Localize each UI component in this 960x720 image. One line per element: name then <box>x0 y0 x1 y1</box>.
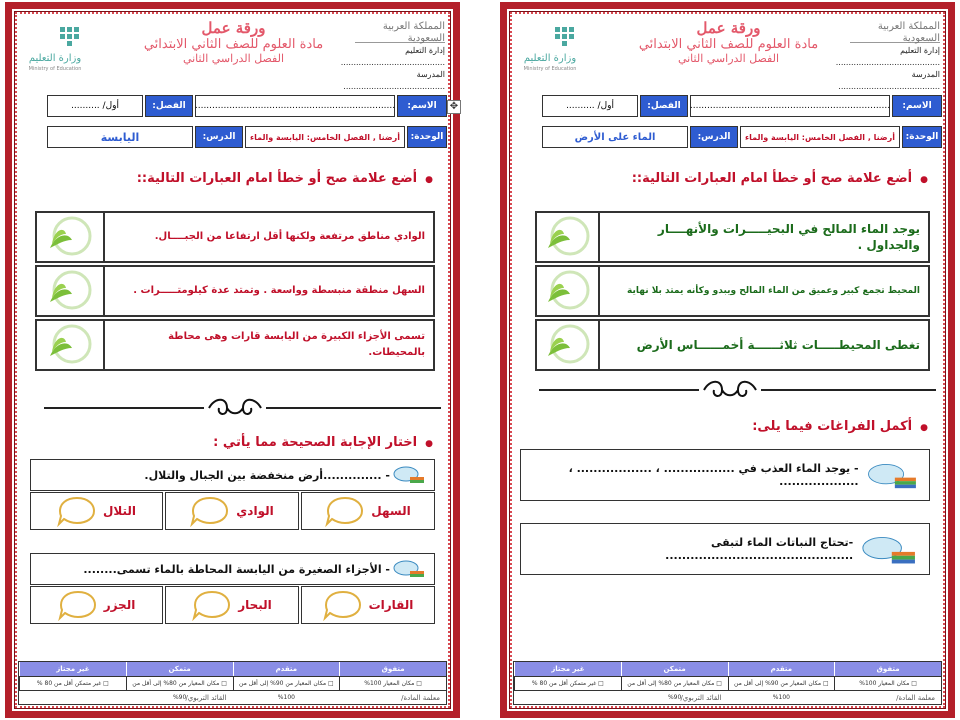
speech-bubble-icon <box>58 589 98 621</box>
section-divider <box>266 407 441 409</box>
question-box <box>30 459 435 491</box>
grid-checkbox[interactable]: □ مكان المعيار 100% <box>834 677 941 690</box>
term-line: الفصل الدراسي الثاني <box>182 52 285 65</box>
tf-row <box>35 265 435 317</box>
name-label: الاسم: <box>892 95 942 117</box>
tf-statement: المحيط تجمع كبير وعميق من الماء المالح ويبدو وكأنه يمتد بلا نهاية <box>599 266 929 316</box>
scroll-ornament-icon <box>205 395 265 421</box>
kingdom-logo: المملكة العربية السعودية إدارة التعليم ......................................... المدرسة ........................................ <box>835 21 940 91</box>
tf-statement: السهل منطقة منبسطة وواسعة . وتمتد عدة كيلومتـــــرات . <box>104 266 434 316</box>
tf-row <box>535 211 930 263</box>
unit-field: أرضنا , الفصل الخامس: اليابسة والماء <box>740 126 900 148</box>
unit-field: أرضنا , الفصل الخامس: اليابسة والماء <box>245 126 405 148</box>
tf-statement: تغطى المحيطـــــات ثلاثــــــة أخمــــــاس الأرض <box>599 320 929 370</box>
answer-leaf-icon[interactable] <box>536 212 599 262</box>
fill-heading: ● أكمل الفراغات فيما يلى: <box>752 419 928 434</box>
svg-text:Ministry of Education: Ministry of Education <box>28 66 82 72</box>
question-text: - الأجزاء الصغيرة من اليابسة المحاطة بالماء تسمى........ <box>83 562 390 576</box>
grid-checkbox[interactable]: □ مكان المعيار من 90% إلى أقل من 100% <box>233 677 340 690</box>
move-handle-icon[interactable]: ✥ <box>447 100 461 114</box>
speech-bubble-icon <box>192 589 232 621</box>
kingdom-logo: المملكة العربية السعودية إدارة التعليم ......................................... المدرسة ........................................ <box>340 21 445 91</box>
section-divider <box>539 389 699 391</box>
lesson-label: الدرس: <box>195 126 243 148</box>
fill-text: - يوجد الماء العذب في ................. ، .................. ، ................... <box>568 462 859 488</box>
tf-statement: تسمى الأجزاء الكبيرة من اليابسة قارات وهى محاطة بالمحيطات. <box>104 320 434 370</box>
tf-row <box>535 265 930 317</box>
ministry-logo <box>20 23 90 73</box>
tf-heading: ● أضع علامة صح أو خطأ امام العبارات التالية:: <box>632 171 928 186</box>
tf-statement: يوجد الماء المالح في البحيـــــرات والأنهــــار والجداول . <box>599 212 929 262</box>
worksheet-header <box>18 15 447 95</box>
grid-checkbox[interactable]: □ مكان المعيار من 80% إلى أقل من 90% <box>621 677 728 690</box>
grid-checkbox[interactable]: □ غير متمكن أقل من 80 % <box>514 677 621 690</box>
subject-line: مادة العلوم للصف الثاني الابتدائي <box>143 37 324 52</box>
speech-bubble-icon <box>57 495 97 527</box>
worksheet-title-block <box>633 19 824 65</box>
worksheet-right <box>500 2 955 718</box>
term-line: الفصل الدراسي الثاني <box>677 52 780 65</box>
worksheet-title-block <box>138 19 329 65</box>
grid-checkbox[interactable]: □ غير متمكن أقل من 80 % <box>19 677 126 690</box>
cloud-book-icon <box>859 532 919 566</box>
svg-text:Ministry of Education: Ministry of Education <box>523 66 577 72</box>
ministry-logo <box>515 23 585 73</box>
cloud-book-icon <box>390 559 426 579</box>
fill-text: -تحتاج النباتات الماء لتبقى ............................................. <box>665 536 854 562</box>
option-button[interactable]: البحار <box>165 586 299 624</box>
tf-row <box>35 319 435 371</box>
speech-bubble-icon <box>190 495 230 527</box>
evaluation-grid: متفوق متقدم متمكن غير مجتاز □ مكان المعيار 100% □ مكان المعيار من 90% إلى أقل من 100% □ مكان المعيار من 80% إلى أقل من 90% □ غير متمكن أقل من 80 % معلمة المادة/ القائد التربوي/ <box>513 661 942 705</box>
mc-heading: ● اختار الإجابة الصحيحة مما يأتي : <box>213 435 433 450</box>
speech-bubble-icon <box>323 589 363 621</box>
class-label: الفصل: <box>640 95 688 117</box>
worksheet-title: ورقة عمل <box>201 19 266 37</box>
section-divider <box>761 389 936 391</box>
evaluation-grid: متفوق متقدم متمكن غير مجتاز □ مكان المعيار 100% □ مكان المعيار من 90% إلى أقل من 100% □ مكان المعيار من 80% إلى أقل من 90% □ غير متمكن أقل من 80 % معلمة المادة/ القائد التربوي/ <box>18 661 447 705</box>
option-button[interactable]: الوادي <box>165 492 299 530</box>
answer-leaf-icon[interactable] <box>536 266 599 316</box>
grid-checkbox[interactable]: □ مكان المعيار من 80% إلى أقل من 90% <box>126 677 233 690</box>
answer-leaf-icon[interactable] <box>536 320 599 370</box>
answer-leaf-icon[interactable] <box>36 212 104 262</box>
worksheet-left <box>5 2 460 718</box>
section-divider <box>44 407 204 409</box>
lesson-field: الماء على الأرض <box>542 126 688 148</box>
grid-checkbox[interactable]: □ مكان المعيار من 90% إلى أقل من 100% <box>728 677 835 690</box>
question-prefix: - .............. <box>323 468 390 482</box>
option-button[interactable]: السهل <box>301 492 435 530</box>
svg-text:وزارة التعليم: وزارة التعليم <box>523 53 577 64</box>
unit-label: الوحدة: <box>407 126 447 148</box>
question-box <box>30 553 435 585</box>
name-label: الاسم: <box>397 95 447 117</box>
cloud-book-icon <box>865 458 919 492</box>
lesson-field: اليابسة <box>47 126 193 148</box>
name-field[interactable]: ...................................................................... <box>195 95 395 117</box>
svg-text:وزارة التعليم: وزارة التعليم <box>28 53 82 64</box>
option-button[interactable]: القارات <box>301 586 435 624</box>
tf-row <box>535 319 930 371</box>
subject-line: مادة العلوم للصف الثاني الابتدائي <box>638 37 819 52</box>
worksheet-title: ورقة عمل <box>696 19 761 37</box>
tf-row <box>35 211 435 263</box>
option-button[interactable]: الجزر <box>30 586 163 624</box>
speech-bubble-icon <box>325 495 365 527</box>
grid-checkbox[interactable]: □ مكان المعيار 100% <box>339 677 446 690</box>
unit-label: الوحدة: <box>902 126 942 148</box>
scroll-ornament-icon <box>700 377 760 403</box>
answer-leaf-icon[interactable] <box>36 266 104 316</box>
class-label: الفصل: <box>145 95 193 117</box>
lesson-label: الدرس: <box>690 126 738 148</box>
fill-box[interactable] <box>520 523 930 575</box>
fill-box[interactable] <box>520 449 930 501</box>
question-text: أرض منخفضة بين الجبال والتلال. <box>144 468 324 482</box>
name-field[interactable]: ...................................................................... <box>690 95 890 117</box>
class-field[interactable]: أول/ .......... <box>542 95 638 117</box>
option-button[interactable]: التلال <box>30 492 163 530</box>
worksheet-header <box>513 15 942 95</box>
answer-leaf-icon[interactable] <box>36 320 104 370</box>
tf-statement: الوادي مناطق مرتفعة ولكنها أقل ارتفاعا من الجبــــال. <box>104 212 434 262</box>
tf-heading: ● أضع علامة صح أو خطأ امام العبارات التالية:: <box>137 171 433 186</box>
class-field[interactable]: أول/ .......... <box>47 95 143 117</box>
cloud-book-icon <box>390 465 426 485</box>
